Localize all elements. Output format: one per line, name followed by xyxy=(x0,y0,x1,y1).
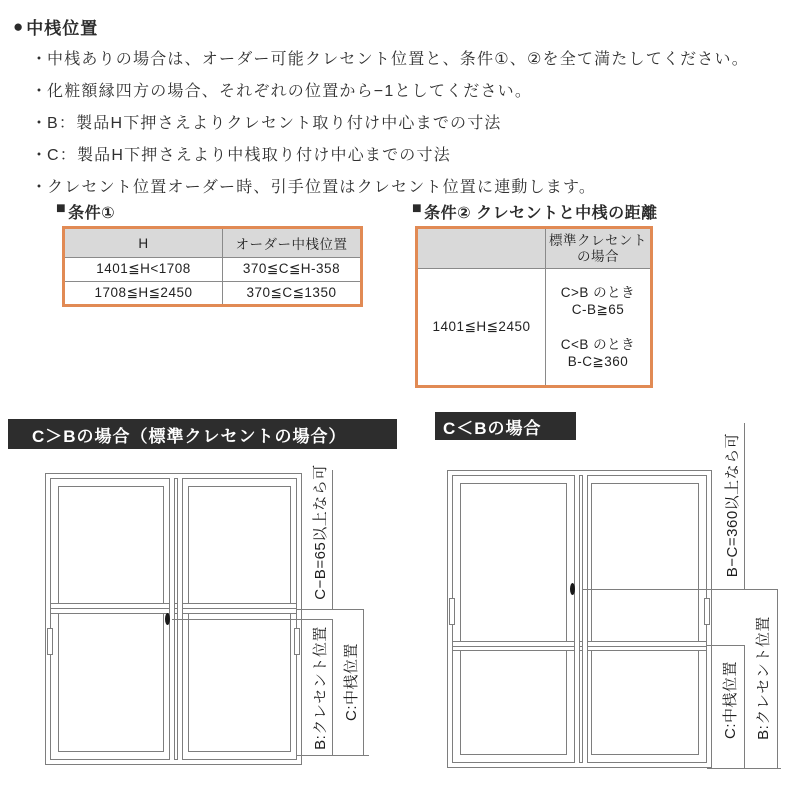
baseline-extension-line xyxy=(707,768,781,769)
case-left-banner: C＞Bの場合（標準クレセントの場合） xyxy=(8,419,397,449)
table-header-row xyxy=(65,229,360,257)
cell-c-range: 370≦C≦H-358 xyxy=(242,261,341,277)
meeting-stile xyxy=(582,475,588,763)
cell-h-range: 1401≦H<1708 xyxy=(65,258,223,281)
square-bullet-icon: ■ xyxy=(412,200,423,217)
dot-bullet-icon: ・ xyxy=(31,115,49,132)
circle-bullet-icon: ● xyxy=(13,16,25,36)
header-cell-h: H xyxy=(65,229,223,257)
rule-case xyxy=(561,284,635,318)
dot-bullet-icon: ・ xyxy=(31,147,49,164)
note-item xyxy=(31,172,791,204)
left-sash-glazing xyxy=(460,483,567,755)
pull-handle xyxy=(294,628,300,655)
note-text: C：製品H下押さえより中桟取り付け中心までの寸法 xyxy=(47,147,451,164)
dot-bullet-icon: ・ xyxy=(31,179,49,196)
note-item xyxy=(31,76,791,108)
rule-when: C>B のとき xyxy=(560,285,636,300)
crescent-extension-line xyxy=(582,589,778,590)
condition2-heading-text: 条件② クレセントと中桟の距離 xyxy=(424,205,658,222)
note-text: クレセント位置オーダー時、引手位置はクレセント位置に連動します。 xyxy=(47,179,597,196)
header-cell-empty xyxy=(418,229,546,268)
pull-handle xyxy=(47,628,53,655)
cell-crescent-rules xyxy=(546,269,650,385)
note-item xyxy=(31,108,791,140)
table-header-row xyxy=(418,229,650,268)
dot-bullet-icon: ・ xyxy=(31,51,49,68)
rule-when: C<B のとき xyxy=(560,337,636,352)
cell-h-range: 1708≦H≦2450 xyxy=(65,282,223,305)
condition1-table xyxy=(62,226,363,307)
right-sash-glazing xyxy=(591,483,699,755)
cell-c-range: 370≦C≦1350 xyxy=(246,284,337,300)
note-text: B：製品H下押さえよりクレセント取り付け中心までの寸法 xyxy=(47,115,502,132)
gap-dimension-label: C−B=65以上なら可 xyxy=(312,464,329,600)
pull-handle xyxy=(449,598,455,625)
pull-handle xyxy=(704,598,710,625)
table-row xyxy=(418,268,650,385)
rail-position-label: C:中桟位置 xyxy=(722,661,739,740)
mid-rail-extension-line xyxy=(707,645,745,646)
condition1-heading-text: 条件① xyxy=(68,205,116,222)
note-item xyxy=(31,44,791,76)
crescent-lock-icon xyxy=(570,583,575,595)
header-line1: 標準クレセント xyxy=(549,232,647,248)
gap-dimension-line xyxy=(332,470,333,609)
c-dimension-line xyxy=(744,645,745,768)
header-cell-standard-crescent xyxy=(546,229,650,268)
note-text: 中桟ありの場合は、オーダー可能クレセント位置と、条件①、②を全て満たしてください。 xyxy=(47,51,749,68)
left-sash-glazing xyxy=(58,486,164,752)
crescent-position-label: B:クレセント位置 xyxy=(755,616,772,740)
rule-formula: B-C≧360 xyxy=(567,354,629,369)
note-item xyxy=(31,140,791,172)
condition2-heading xyxy=(412,200,658,223)
meeting-stile xyxy=(574,475,580,763)
mid-rail-extension-line xyxy=(297,609,364,610)
rule-formula: C-B≧65 xyxy=(571,302,625,317)
square-bullet-icon: ■ xyxy=(56,200,67,217)
table-row xyxy=(65,281,360,305)
b-dimension-line xyxy=(777,589,778,768)
gap-dimension-line xyxy=(744,423,745,589)
page-title-text: 中桟位置 xyxy=(26,19,99,38)
table-row xyxy=(65,257,360,281)
header-line2: の場合 xyxy=(577,248,619,264)
header-cell-order-rail: オーダー中桟位置 xyxy=(235,237,348,252)
b-dimension-line xyxy=(332,619,333,756)
c-dimension-line xyxy=(363,609,364,756)
cell-h-range: 1401≦H≦2450 xyxy=(418,269,546,385)
crescent-extension-line xyxy=(172,619,333,620)
crescent-lock-icon xyxy=(165,613,170,625)
dot-bullet-icon: ・ xyxy=(31,83,49,100)
gap-dimension-label: B−C=360以上なら可 xyxy=(724,432,741,578)
notes-list xyxy=(31,44,791,204)
baseline-extension-line xyxy=(297,755,369,756)
rule-case xyxy=(561,336,635,370)
case-right-banner: C＜Bの場合 xyxy=(435,412,576,440)
page-title xyxy=(13,14,98,39)
crescent-position-label: B:クレセント位置 xyxy=(312,626,329,750)
note-text: 化粧額縁四方の場合、それぞれの位置から−1としてください。 xyxy=(47,83,533,100)
rail-position-label: C:中桟位置 xyxy=(343,643,360,722)
condition1-heading xyxy=(56,200,115,223)
condition2-table xyxy=(415,226,653,388)
